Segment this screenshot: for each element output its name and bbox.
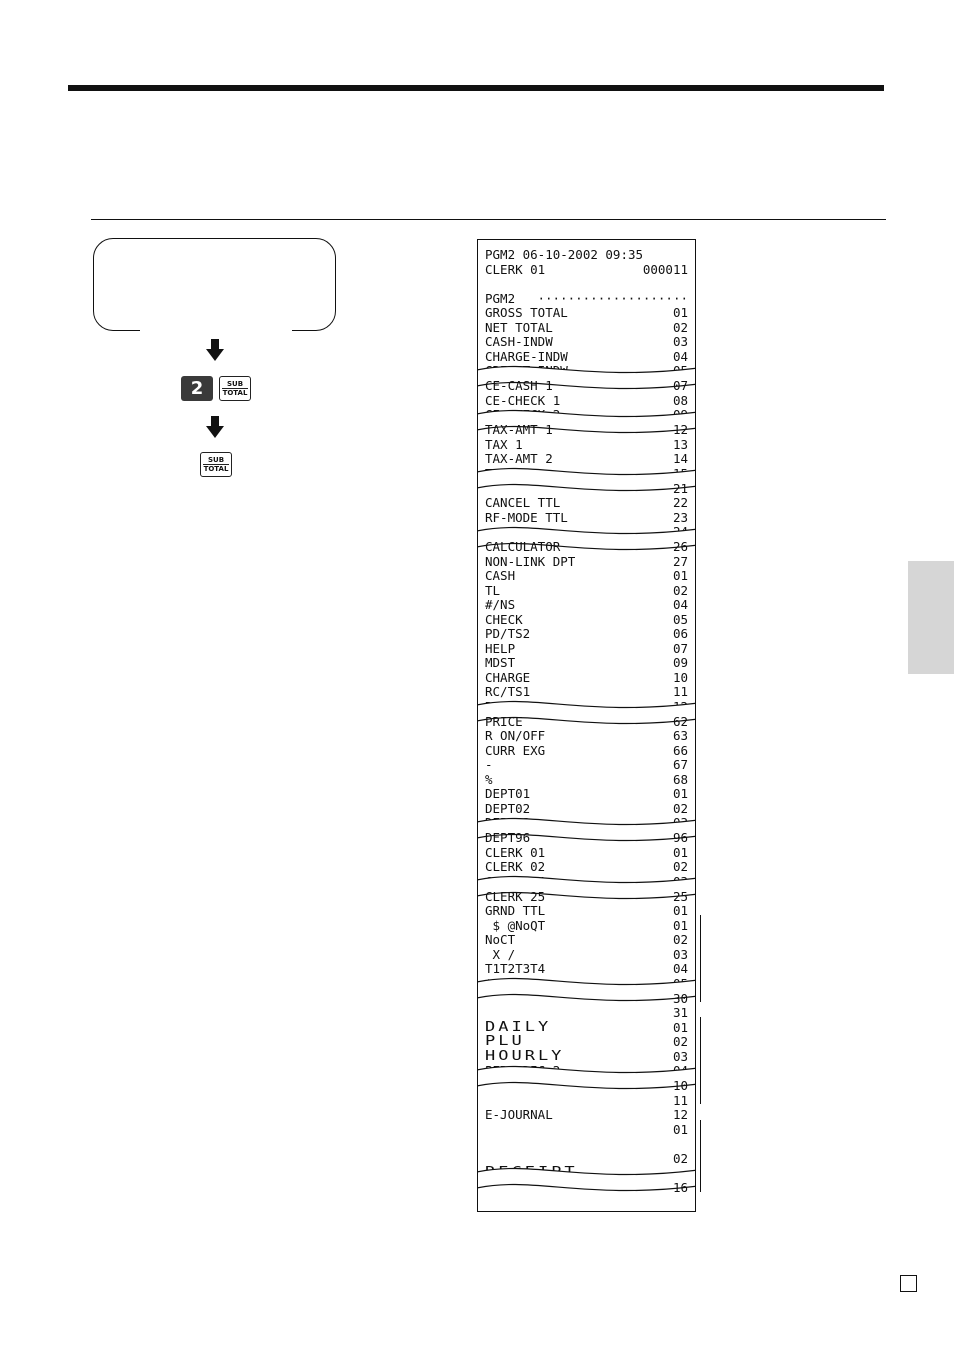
subtotal-key[interactable]: SUB TOTAL: [219, 376, 251, 401]
receipt-line: [485, 932, 688, 947]
receipt-label: PGM2: [485, 290, 516, 306]
receipt-label: NET TOTAL: [485, 319, 553, 335]
section-rule: [91, 219, 886, 220]
receipt-code: 02: [672, 1034, 688, 1049]
receipt-label: CANCEL TTL: [485, 495, 561, 510]
receipt-code: 01: [672, 568, 688, 583]
receipt-code: 02: [672, 582, 688, 598]
receipt-label: MDST: [485, 655, 516, 670]
receipt-code: 03: [672, 334, 688, 349]
receipt-code: 07: [672, 378, 688, 393]
receipt-code: 30: [672, 990, 688, 1006]
receipt-label: CLERK 01: [485, 261, 546, 277]
receipt-line: [485, 786, 688, 801]
receipt-label: DEPT01: [485, 786, 531, 801]
receipt-code: 67: [672, 757, 688, 772]
receipt-code: 04: [672, 961, 688, 976]
receipt-line: [485, 1005, 688, 1020]
receipt-code: 13: [672, 436, 688, 452]
receipt-line: [485, 495, 688, 510]
receipt-code: 66: [672, 742, 688, 758]
receipt-code: 26: [672, 539, 688, 554]
down-arrow-icon: [206, 339, 224, 361]
chapter-tab: [908, 561, 954, 674]
receipt-label: DEPT96: [485, 830, 531, 845]
receipt-label: E-JOURNAL: [485, 1107, 553, 1122]
receipt-code: 62: [672, 713, 688, 729]
receipt-label: CASH: [485, 568, 516, 583]
receipt-line: [485, 276, 688, 291]
receipt-code: 11: [672, 1092, 688, 1108]
receipt-label: $ @NoQT: [485, 917, 546, 933]
receipt-line: [485, 262, 688, 277]
receipt-code: ····················: [537, 290, 688, 306]
receipt-line: [485, 568, 688, 583]
receipt-code: 03: [672, 946, 688, 962]
receipt-line: [485, 612, 688, 627]
receipt-code: 04: [672, 597, 688, 612]
receipt-line: [485, 728, 688, 743]
receipt-line: [485, 1122, 688, 1137]
receipt-label: PLU: [485, 1033, 525, 1050]
receipt-line: [485, 320, 688, 335]
receipt-code: 68: [672, 771, 688, 787]
receipt-label: TAX 1: [485, 436, 523, 452]
receipt-label: NON-LINK DPT: [485, 553, 576, 569]
receipt-label: CHARGE-INDW: [485, 348, 568, 364]
receipt-code: 22: [672, 495, 688, 510]
receipt-code: 12: [672, 1107, 688, 1122]
receipt-line: [485, 437, 688, 452]
receipt-code: 12: [672, 422, 688, 437]
receipt-code: 02: [672, 859, 688, 874]
receipt-label: TAX-AMT 2: [485, 451, 553, 466]
receipt-code: 02: [672, 932, 688, 947]
receipt-line: [485, 670, 688, 685]
receipt-label: CLERK 25: [485, 888, 546, 904]
receipt-code: 10: [672, 1078, 688, 1093]
receipt-line: [485, 583, 688, 598]
bracket-line: [700, 1017, 707, 1104]
page-number-box: [900, 1275, 917, 1292]
receipt-label: CHARGE: [485, 669, 531, 685]
receipt-code: 01: [672, 305, 688, 320]
receipt-label: CALCULATOR: [485, 539, 561, 554]
receipt-label: CASH-INDW: [485, 334, 553, 349]
receipt-code: 03: [672, 1048, 688, 1064]
receipt-line: [485, 845, 688, 860]
receipt-line: [485, 626, 688, 641]
receipt-label: GROSS TOTAL: [485, 305, 568, 320]
receipt-code: 000011: [642, 261, 688, 277]
receipt-line: [485, 918, 688, 933]
receipt-line: [485, 597, 688, 612]
receipt-label: %: [485, 771, 493, 787]
subtotal-key[interactable]: SUB TOTAL: [200, 452, 232, 477]
receipt-line: [485, 247, 688, 262]
receipt-line: [485, 1093, 688, 1108]
receipt-code: 23: [672, 509, 688, 525]
receipt-line: [485, 743, 688, 758]
receipt-line: [485, 305, 688, 320]
receipt-code: 02: [672, 1150, 688, 1166]
receipt-line: [485, 539, 688, 554]
receipt-label: CE-CHECK 1: [485, 392, 561, 408]
receipt-label: HELP: [485, 640, 516, 656]
bracket-line: [700, 915, 707, 1002]
receipt-line: [485, 334, 688, 349]
mode-switch-box-gap: [140, 324, 292, 334]
receipt-line: [485, 655, 688, 670]
receipt-label: NoCT: [485, 932, 516, 947]
receipt-line: [485, 757, 688, 772]
receipt-code: 63: [672, 728, 688, 743]
receipt-code: 01: [672, 1121, 688, 1137]
receipt-code: 06: [672, 626, 688, 641]
receipt-label: CE-CASH 1: [485, 378, 553, 393]
receipt-label: CURR EXG: [485, 742, 546, 758]
receipt-code: 11: [672, 684, 688, 699]
receipt-line: [485, 378, 688, 393]
receipt-line: [485, 991, 688, 1006]
receipt-code: 16: [672, 1180, 688, 1195]
receipt-label: DAILY: [485, 1018, 552, 1035]
receipt-code: 01: [672, 1019, 688, 1035]
receipt-code: 27: [672, 553, 688, 569]
receipt-label: RF-MODE TTL: [485, 509, 568, 525]
receipt-line: [485, 481, 688, 496]
receipt-label: RC/TS1: [485, 684, 531, 699]
receipt-code: 10: [672, 669, 688, 685]
receipt-label: T1T2T3T4: [485, 961, 546, 976]
receipt-line: [485, 1107, 688, 1122]
receipt-code: 96: [672, 830, 688, 845]
receipt-label: X /: [485, 946, 516, 962]
program-readout-receipt: [477, 239, 696, 1212]
receipt-label: CLERK 01: [485, 844, 546, 860]
receipt-code: 04: [672, 348, 688, 364]
receipt-line: [485, 947, 688, 962]
receipt-line: [485, 903, 688, 918]
receipt-code: 01: [672, 786, 688, 801]
receipt-line: [485, 889, 688, 904]
receipt-label: PGM2 06-10-2002 09:35: [485, 247, 644, 262]
receipt-label: #/NS: [485, 597, 516, 612]
down-arrow-icon: [206, 416, 224, 438]
receipt-code: 09: [672, 655, 688, 670]
receipt-code: 21: [672, 480, 688, 496]
receipt-code: 08: [672, 392, 688, 408]
receipt-label: DEPT02: [485, 800, 531, 816]
receipt-code: 02: [672, 319, 688, 335]
receipt-code: 02: [672, 800, 688, 816]
receipt-code: 25: [672, 888, 688, 904]
receipt-label: TL: [485, 582, 501, 598]
receipt-code: 07: [672, 640, 688, 656]
receipt-label: -: [485, 757, 493, 772]
receipt-label: PRICE: [485, 713, 523, 729]
numeric-key-2[interactable]: 2: [181, 376, 213, 401]
receipt-line: [485, 1034, 688, 1049]
receipt-label: HOURLY: [485, 1047, 565, 1064]
receipt-line: [485, 1180, 688, 1195]
receipt-line: [485, 422, 688, 437]
receipt-line: [485, 830, 688, 845]
receipt-code: 31: [672, 1005, 688, 1020]
receipt-line: [485, 714, 688, 729]
receipt-line: [485, 1136, 688, 1151]
receipt-line: [485, 641, 688, 656]
receipt-label: R ON/OFF: [485, 728, 546, 743]
receipt-code: 01: [672, 917, 688, 933]
receipt-line: [485, 772, 688, 787]
mode-switch-box: [93, 238, 336, 331]
receipt-code: 05: [672, 611, 688, 627]
receipt-label: PD/TS2: [485, 626, 531, 641]
receipt-code: 01: [672, 903, 688, 918]
receipt-code: 01: [672, 844, 688, 860]
receipt-code: 14: [672, 451, 688, 466]
receipt-label: TAX-AMT 1: [485, 422, 553, 437]
receipt-label: GRND TTL: [485, 903, 546, 918]
receipt-label: CHECK: [485, 611, 523, 627]
receipt-line: [485, 554, 688, 569]
bracket-line: [700, 1120, 707, 1192]
receipt-line: [485, 291, 688, 306]
top-heading-rule: [68, 85, 884, 91]
receipt-line: [485, 1078, 688, 1093]
receipt-label: CLERK 02: [485, 859, 546, 874]
